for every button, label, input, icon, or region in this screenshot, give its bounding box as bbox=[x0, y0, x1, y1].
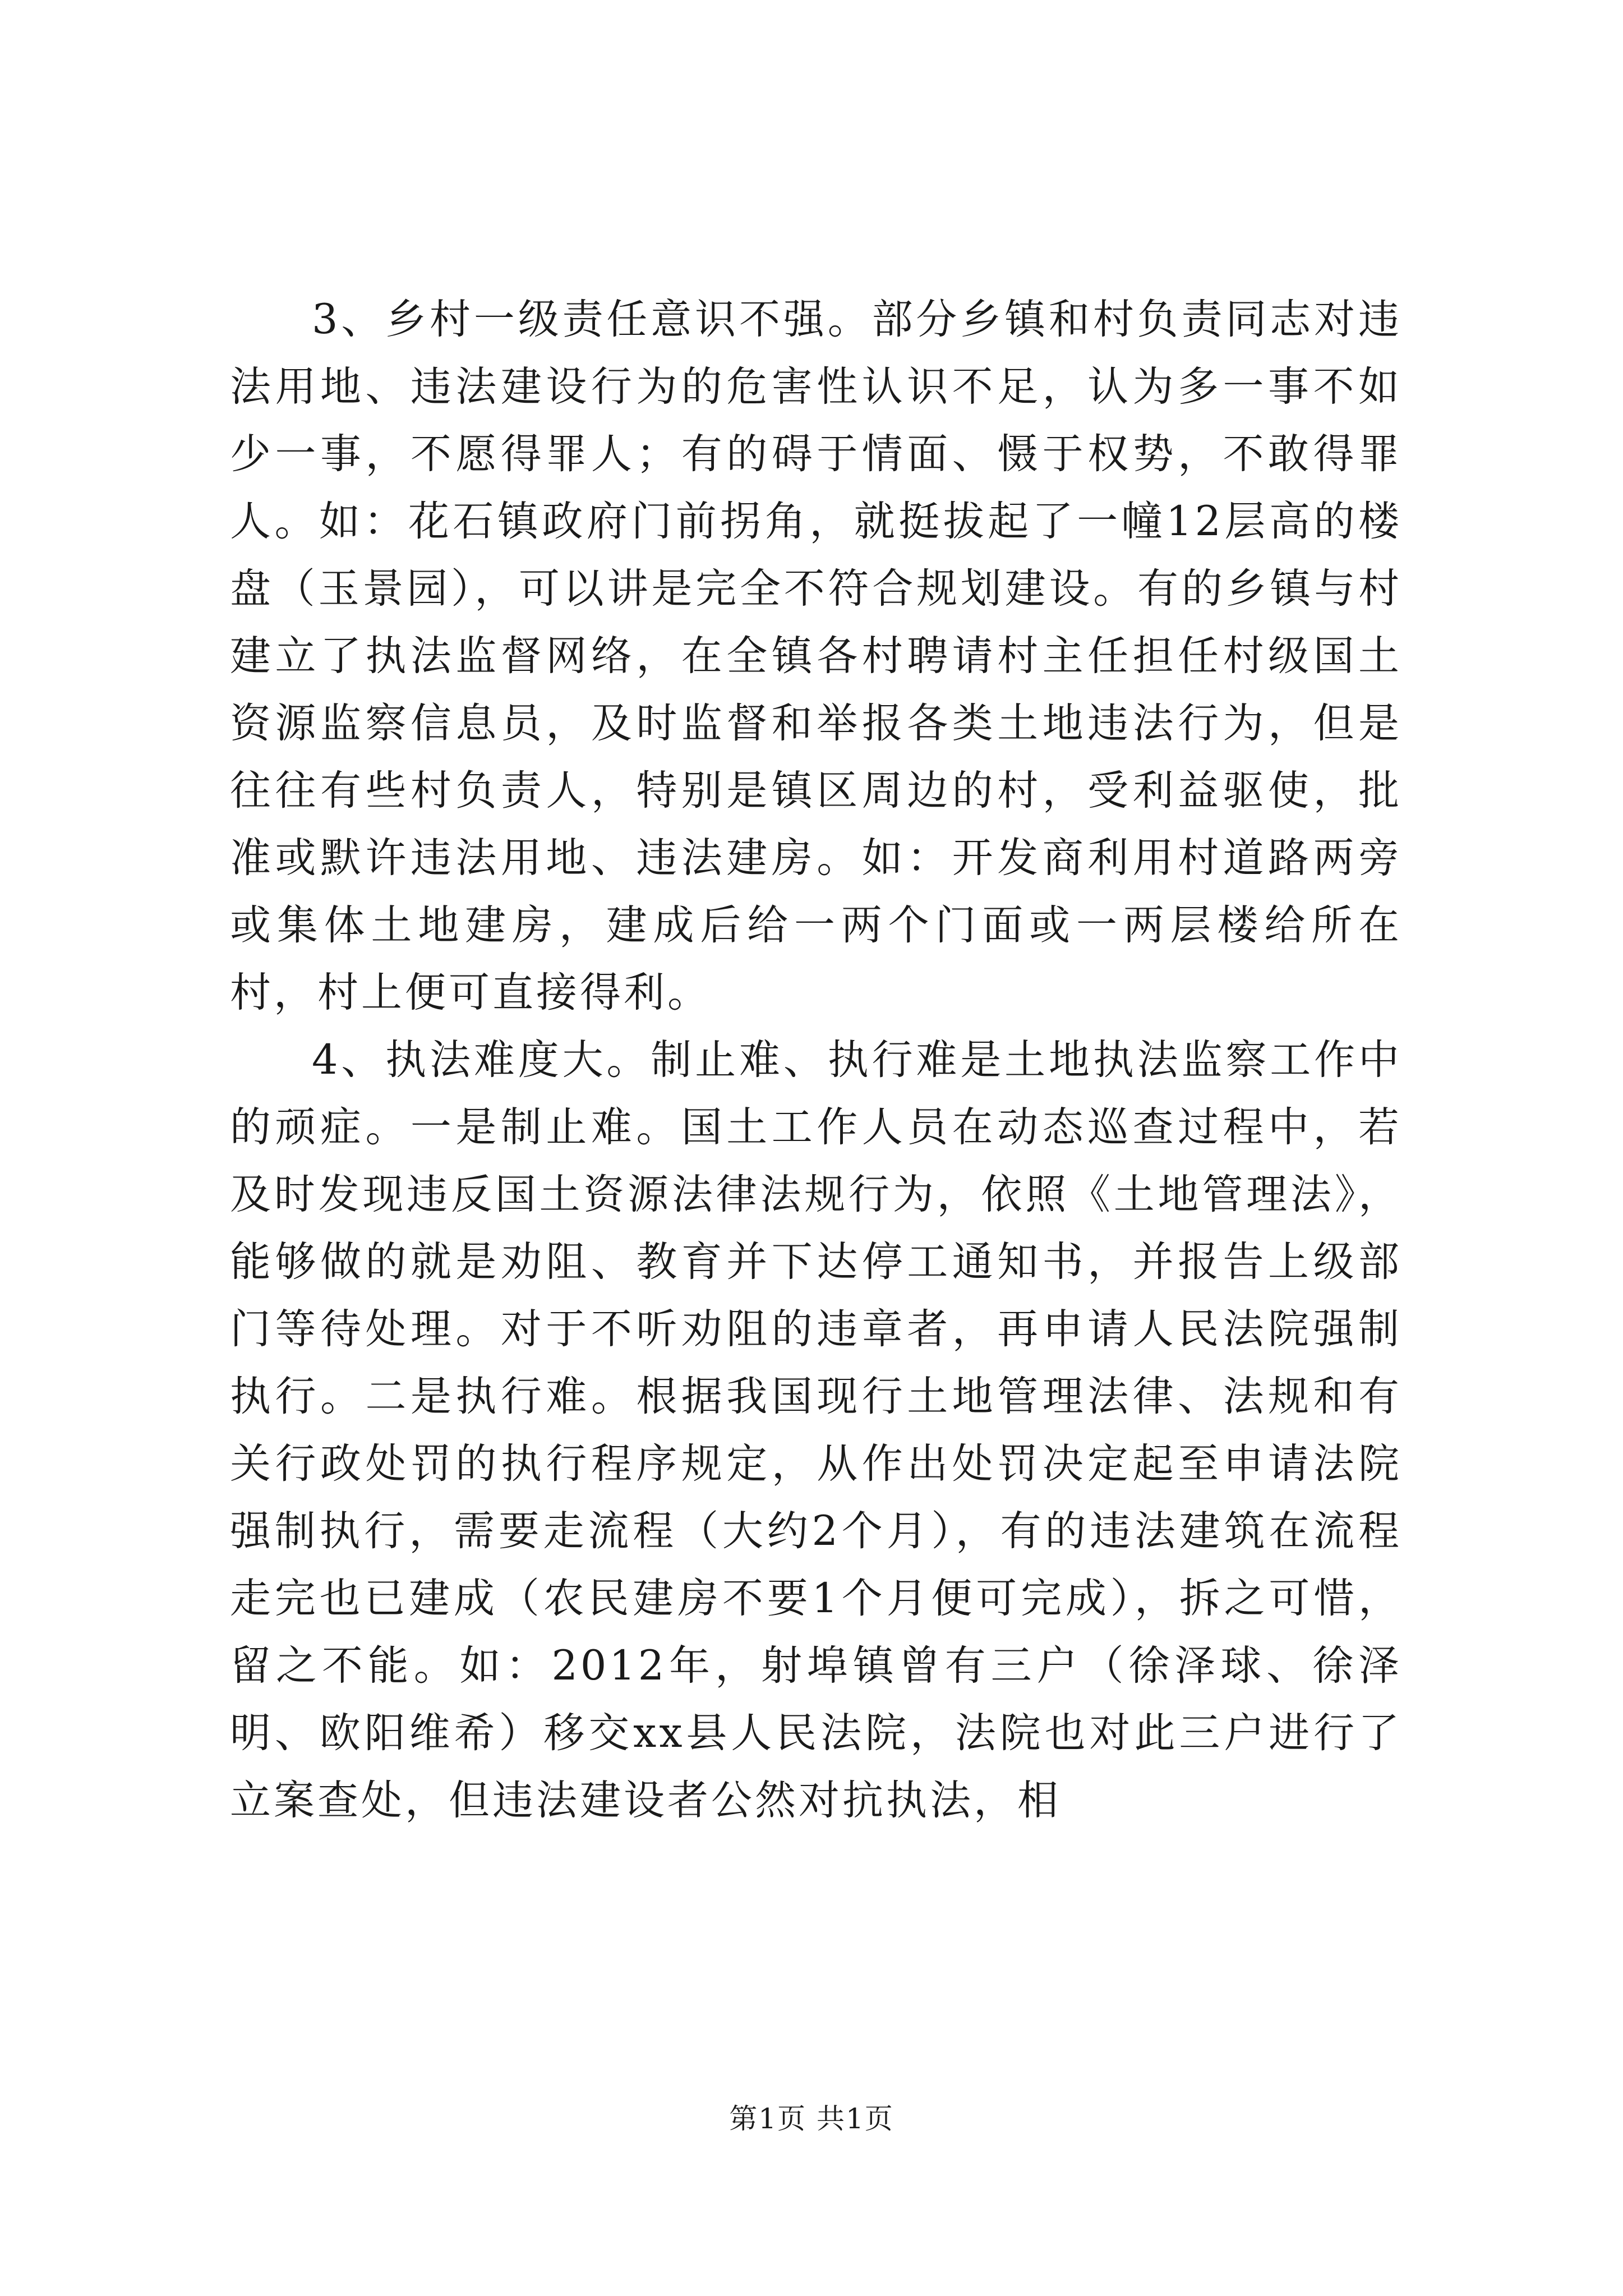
document-body bbox=[230, 286, 1402, 1834]
paragraph-3-village-responsibility: 3、乡村一级责任意识不强。部分乡镇和村负责同志对违法用地、违法建设行为的危害性认识不足，认为多一事不如少一事，不愿得罪人；有的碍于情面、慑于权势，不敢得罪人。如：花石镇政府门前拐角，就挺拔起了一幢12层高的楼盘（玉景园），可以讲是完全不符合规划建设。有的乡镇与村建立了执法监督网络，在全镇各村聘请村主任担任村级国土资源监察信息员，及时监督和举报各类土地违法行为，但是往往有些村负责人，特别是镇区周边的村，受利益驱使，批准或默许违法用地、违法建房。如：开发商利用村道路两旁或集体土地建房，建成后给一两个门面或一两层楼给所在村，村上便可直接得利。 bbox=[230, 296, 1402, 1016]
page-footer: 第1页 共1页 bbox=[729, 2102, 894, 2135]
paragraph-4-enforcement-difficulty: 4、执法难度大。制止难、执行难是土地执法监察工作中的顽症。一是制止难。国土工作人员在动态巡查过程中，若及时发现违反国土资源法律法规行为，依照《土地管理法》，能够做的就是劝阻、教育并下达停工通知书，并报告上级部门等待处理。对于不听劝阻的违章者，再申请人民法院强制执行。二是执行难。根据我国现行土地管理法律、法规和有关行政处罚的执行程序规定，从作出处罚决定起至申请法院强制执行，需要走流程（大约2个月），有的违法建筑在流程走完也已建成（农民建房不要1个月便可完成），拆之可惜，留之不能。如：2012年，射埠镇曾有三户（徐泽球、徐泽明、欧阳维希）移交xx县人民法院，法院也对此三户进行了立案查处，但违法建设者公然对抗执法，相 bbox=[230, 1036, 1402, 1824]
